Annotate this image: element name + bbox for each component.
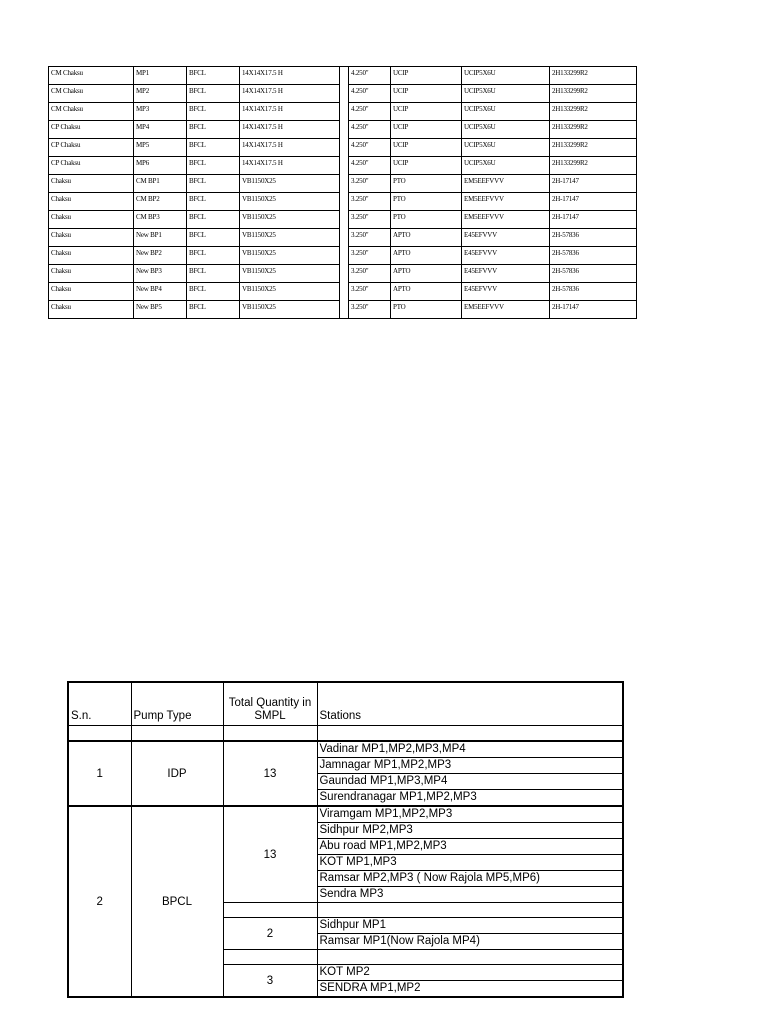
cell-drawing-no: 2H133299R2 xyxy=(550,157,637,175)
cell-pump-id: MP1 xyxy=(134,67,187,85)
cell-make: BFCL xyxy=(187,157,240,175)
header-total-quantity: Total Quantity in SMPL xyxy=(223,682,317,726)
cell-drawing-no: 2H-57836 xyxy=(550,247,637,265)
cell-size: 4.250" xyxy=(349,139,391,157)
equipment-row xyxy=(49,301,637,319)
cell-location: CM Chaksu xyxy=(49,85,134,103)
column-gap xyxy=(340,121,349,139)
idp-station: Surendranagar MP1,MP2,MP3 xyxy=(317,790,623,807)
equipment-row xyxy=(49,193,637,211)
cell-model: 14X14X17.5 H xyxy=(240,85,340,103)
cell-location: Chaksu xyxy=(49,229,134,247)
cell-type-code: UCIP5X6U xyxy=(462,85,550,103)
cell-pump-id: CM BP1 xyxy=(134,175,187,193)
cell-model: 14X14X17.5 H xyxy=(240,157,340,175)
cell-make: BFCL xyxy=(187,67,240,85)
cell-make: BFCL xyxy=(187,247,240,265)
cell-type-code: E45EFVVV xyxy=(462,283,550,301)
idp-pump-type: IDP xyxy=(131,741,223,806)
cell-make: BFCL xyxy=(187,85,240,103)
cell-model: VB1150X25 xyxy=(240,229,340,247)
cell-type-code: EM5EEFVVV xyxy=(462,211,550,229)
cell-type-code: EM5EEFVVV xyxy=(462,175,550,193)
equipment-row xyxy=(49,157,637,175)
equipment-row xyxy=(49,229,637,247)
header-sn: S.n. xyxy=(68,682,131,726)
equipment-row xyxy=(49,139,637,157)
cell-drawing-no: 2H-17147 xyxy=(550,193,637,211)
cell-pump-id: New BP4 xyxy=(134,283,187,301)
cell-location: CP Chaksu xyxy=(49,121,134,139)
cell-series: APTO xyxy=(391,229,462,247)
cell-make: BFCL xyxy=(187,229,240,247)
cell-size: 4.250" xyxy=(349,103,391,121)
cell-size: 4.250" xyxy=(349,157,391,175)
cell-pump-id: MP4 xyxy=(134,121,187,139)
cell-size: 3.250" xyxy=(349,283,391,301)
cell-model: VB1150X25 xyxy=(240,175,340,193)
column-gap xyxy=(340,211,349,229)
cell-type-code: UCIP5X6U xyxy=(462,103,550,121)
cell-make: BFCL xyxy=(187,193,240,211)
cell-series: PTO xyxy=(391,175,462,193)
cell-pump-id: New BP3 xyxy=(134,265,187,283)
cell-series: UCIP xyxy=(391,67,462,85)
cell-pump-id: MP3 xyxy=(134,103,187,121)
cell-size: 4.250" xyxy=(349,121,391,139)
cell-location: Chaksu xyxy=(49,193,134,211)
cell-make: BFCL xyxy=(187,265,240,283)
cell-type-code: UCIP5X6U xyxy=(462,157,550,175)
cell-size: 3.250" xyxy=(349,301,391,319)
cell-make: BFCL xyxy=(187,211,240,229)
cell-make: BFCL xyxy=(187,139,240,157)
column-gap xyxy=(340,193,349,211)
column-gap xyxy=(340,67,349,85)
cell-pump-id: New BP5 xyxy=(134,301,187,319)
bpcl-station: Sendra MP3 xyxy=(317,887,623,903)
cell-size: 4.250" xyxy=(349,85,391,103)
column-gap xyxy=(340,139,349,157)
bpcl-station: KOT MP2 xyxy=(317,965,623,981)
column-gap xyxy=(340,175,349,193)
cell-series: APTO xyxy=(391,247,462,265)
cell-drawing-no: 2H133299R2 xyxy=(550,139,637,157)
cell-location: CP Chaksu xyxy=(49,139,134,157)
column-gap xyxy=(340,103,349,121)
cell-location: CP Chaksu xyxy=(49,157,134,175)
cell-pump-id: MP2 xyxy=(134,85,187,103)
equipment-row xyxy=(49,85,637,103)
cell-location: Chaksu xyxy=(49,175,134,193)
equipment-row xyxy=(49,67,637,85)
equipment-row xyxy=(49,175,637,193)
cell-pump-id: CM BP2 xyxy=(134,193,187,211)
bpcl-group2-quantity: 2 xyxy=(223,918,317,950)
cell-make: BFCL xyxy=(187,301,240,319)
cell-size: 3.250" xyxy=(349,229,391,247)
column-gap xyxy=(340,283,349,301)
cell-series: UCIP xyxy=(391,121,462,139)
bpcl-station: SENDRA MP1,MP2 xyxy=(317,981,623,998)
cell-model: 14X14X17.5 H xyxy=(240,103,340,121)
bpcl-sn: 2 xyxy=(68,806,131,997)
bpcl-station: Sidhpur MP2,MP3 xyxy=(317,823,623,839)
cell-pump-id: MP5 xyxy=(134,139,187,157)
cell-location: Chaksu xyxy=(49,211,134,229)
cell-model: VB1150X25 xyxy=(240,193,340,211)
column-gap xyxy=(340,85,349,103)
cell-drawing-no: 2H133299R2 xyxy=(550,121,637,139)
equipment-row xyxy=(49,283,637,301)
cell-model: 14X14X17.5 H xyxy=(240,67,340,85)
cell-make: BFCL xyxy=(187,283,240,301)
header-pump-type: Pump Type xyxy=(131,682,223,726)
header-stations: Stations xyxy=(317,682,623,726)
cell-series: PTO xyxy=(391,211,462,229)
cell-drawing-no: 2H-17147 xyxy=(550,211,637,229)
cell-series: UCIP xyxy=(391,85,462,103)
cell-size: 4.250" xyxy=(349,67,391,85)
bpcl-station: Sidhpur MP1 xyxy=(317,918,623,934)
cell-model: VB1150X25 xyxy=(240,211,340,229)
cell-model: 14X14X17.5 H xyxy=(240,139,340,157)
cell-series: APTO xyxy=(391,283,462,301)
cell-model: 14X14X17.5 H xyxy=(240,121,340,139)
cell-series: APTO xyxy=(391,265,462,283)
summary-header-row xyxy=(68,682,623,726)
column-gap xyxy=(340,301,349,319)
cell-type-code: E45EFVVV xyxy=(462,247,550,265)
cell-type-code: E45EFVVV xyxy=(462,229,550,247)
cell-location: Chaksu xyxy=(49,265,134,283)
cell-drawing-no: 2H-57836 xyxy=(550,265,637,283)
bpcl-pump-type: BPCL xyxy=(131,806,223,997)
cell-pump-id: New BP1 xyxy=(134,229,187,247)
bpcl-row xyxy=(68,806,623,823)
cell-type-code: UCIP5X6U xyxy=(462,139,550,157)
equipment-row xyxy=(49,247,637,265)
bpcl-group1-quantity: 13 xyxy=(223,806,317,903)
equipment-row xyxy=(49,121,637,139)
cell-pump-id: MP6 xyxy=(134,157,187,175)
bpcl-group3-quantity: 3 xyxy=(223,965,317,998)
cell-type-code: UCIP5X6U xyxy=(462,121,550,139)
idp-quantity: 13 xyxy=(223,741,317,806)
cell-type-code: UCIP5X6U xyxy=(462,67,550,85)
column-gap xyxy=(340,247,349,265)
cell-drawing-no: 2H-57836 xyxy=(550,229,637,247)
cell-model: VB1150X25 xyxy=(240,301,340,319)
bpcl-station: Viramgam MP1,MP2,MP3 xyxy=(317,806,623,823)
idp-station: Gaundad MP1,MP3,MP4 xyxy=(317,774,623,790)
cell-drawing-no: 2H-17147 xyxy=(550,175,637,193)
idp-station: Jamnagar MP1,MP2,MP3 xyxy=(317,758,623,774)
cell-pump-id: CM BP3 xyxy=(134,211,187,229)
column-gap xyxy=(340,265,349,283)
cell-drawing-no: 2H-17147 xyxy=(550,301,637,319)
column-gap xyxy=(340,157,349,175)
cell-type-code: EM5EEFVVV xyxy=(462,301,550,319)
cell-location: CM Chaksu xyxy=(49,67,134,85)
cell-location: Chaksu xyxy=(49,247,134,265)
cell-size: 3.250" xyxy=(349,175,391,193)
bpcl-station: Abu road MP1,MP2,MP3 xyxy=(317,839,623,855)
cell-size: 3.250" xyxy=(349,247,391,265)
cell-make: BFCL xyxy=(187,175,240,193)
equipment-row xyxy=(49,103,637,121)
idp-sn: 1 xyxy=(68,741,131,806)
equipment-row xyxy=(49,265,637,283)
cell-series: UCIP xyxy=(391,139,462,157)
idp-row xyxy=(68,741,623,758)
idp-station: Vadinar MP1,MP2,MP3,MP4 xyxy=(317,741,623,758)
cell-model: VB1150X25 xyxy=(240,265,340,283)
cell-series: UCIP xyxy=(391,157,462,175)
cell-size: 3.250" xyxy=(349,193,391,211)
pump-summary-table xyxy=(67,681,624,998)
cell-make: BFCL xyxy=(187,103,240,121)
cell-pump-id: New BP2 xyxy=(134,247,187,265)
cell-location: CM Chaksu xyxy=(49,103,134,121)
cell-size: 3.250" xyxy=(349,265,391,283)
cell-model: VB1150X25 xyxy=(240,247,340,265)
bpcl-station: Ramsar MP2,MP3 ( Now Rajola MP5,MP6) xyxy=(317,871,623,887)
cell-series: UCIP xyxy=(391,103,462,121)
equipment-table-body xyxy=(49,67,637,319)
cell-type-code: EM5EEFVVV xyxy=(462,193,550,211)
cell-series: PTO xyxy=(391,301,462,319)
equipment-row xyxy=(49,211,637,229)
cell-drawing-no: 2H133299R2 xyxy=(550,103,637,121)
cell-location: Chaksu xyxy=(49,283,134,301)
equipment-table xyxy=(48,66,637,319)
summary-spacer-row xyxy=(68,726,623,742)
bpcl-station: Ramsar MP1(Now Rajola MP4) xyxy=(317,934,623,950)
column-gap xyxy=(340,229,349,247)
cell-location: Chaksu xyxy=(49,301,134,319)
cell-drawing-no: 2H-57836 xyxy=(550,283,637,301)
cell-series: PTO xyxy=(391,193,462,211)
cell-drawing-no: 2H133299R2 xyxy=(550,85,637,103)
cell-size: 3.250" xyxy=(349,211,391,229)
cell-drawing-no: 2H133299R2 xyxy=(550,67,637,85)
cell-type-code: E45EFVVV xyxy=(462,265,550,283)
cell-model: VB1150X25 xyxy=(240,283,340,301)
bpcl-station: KOT MP1,MP3 xyxy=(317,855,623,871)
cell-make: BFCL xyxy=(187,121,240,139)
